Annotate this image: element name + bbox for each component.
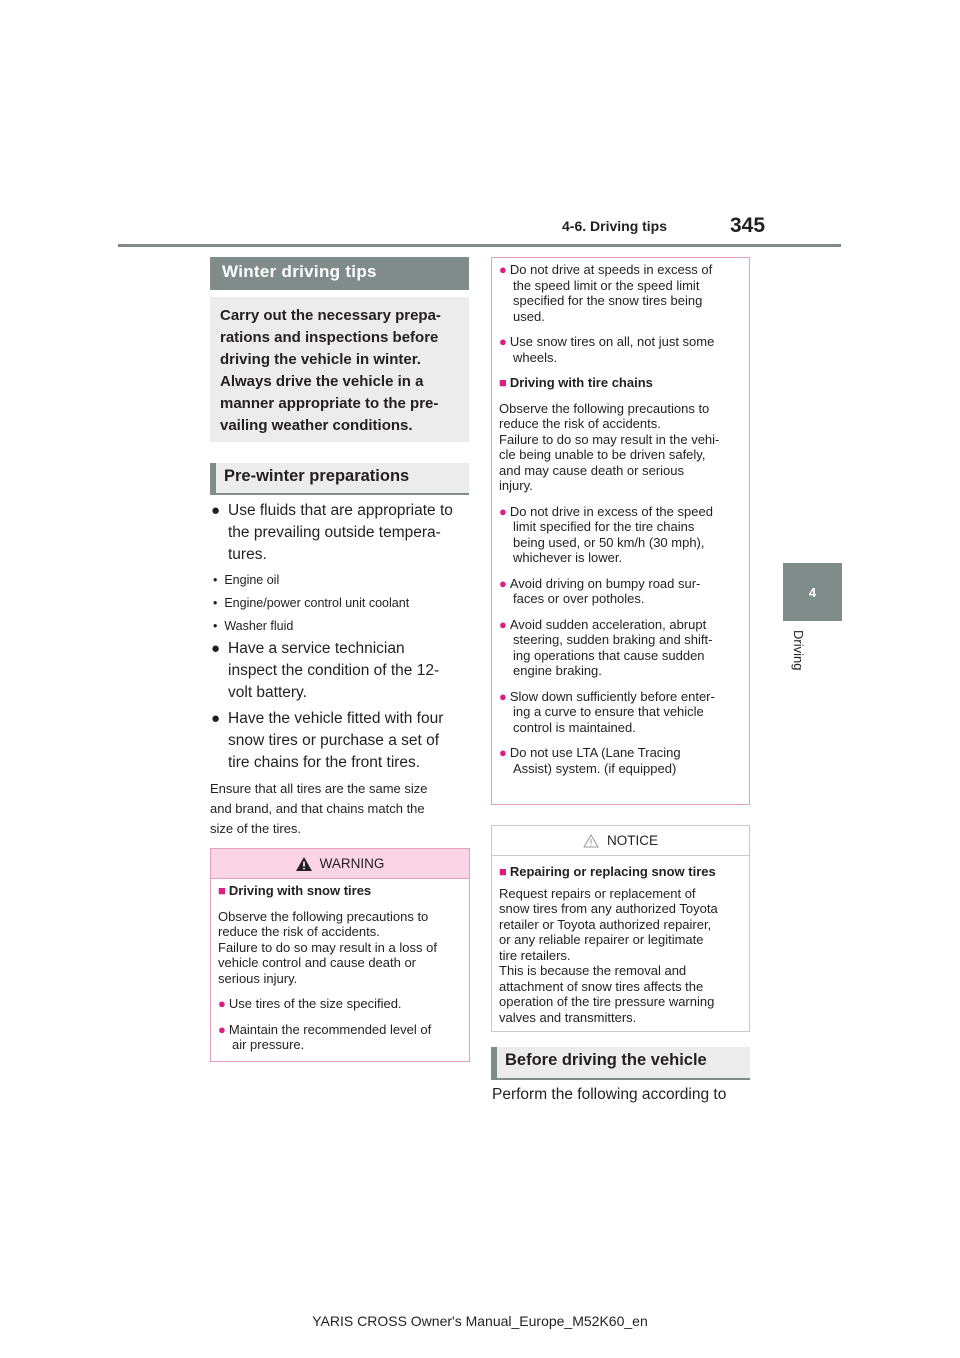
fluid-item: • Washer fluid: [213, 619, 294, 633]
dot-bullet-icon: ●: [499, 503, 507, 519]
chains-heading: ■ Driving with tire chains: [499, 375, 653, 390]
bullet-line: Have a service technician: [228, 640, 405, 657]
bullet-line: Have the vehicle fitted with four: [228, 710, 444, 727]
header-rule: [118, 244, 841, 247]
dot-bullet-icon: ●: [499, 334, 507, 349]
section-title: Winter driving tips: [210, 257, 469, 290]
tire-note: [210, 779, 472, 839]
warning-paragraph: Observe the following precautions to reduce the risk of accidents. Failure to do so may result in a loss of vehicle control and cause death or serious injury.: [218, 908, 437, 986]
square-bullet-icon: ■: [218, 883, 226, 898]
warning-heading: ■ Driving with snow tires: [218, 883, 372, 898]
dot-bullet-icon: ●: [218, 1021, 226, 1037]
intro-line: Carry out the necessary prepa-: [220, 307, 441, 324]
warning-item: ● Do not drive at speeds in excess of the speed limit or the speed limit specified for the snow tires being used.: [499, 262, 713, 324]
warning-header: [211, 849, 469, 879]
chains-item: ● Do not use LTA (Lane Tracing Assist) system. (if equipped): [499, 745, 681, 776]
intro-line: vailing weather conditions.: [220, 417, 413, 434]
notice-box: [491, 825, 750, 1032]
warning-box-snow-tires: [210, 848, 470, 1062]
chains-item: ● Avoid driving on bumpy road sur- faces or over potholes.: [499, 575, 701, 606]
body-text: Perform the following according to: [492, 1086, 727, 1103]
square-bullet-icon: ■: [499, 864, 507, 879]
section-label: 4-6. Driving tips: [562, 218, 668, 234]
note-line: Ensure that all tires are the same size: [210, 781, 428, 796]
dot-bullet-icon: ●: [499, 745, 507, 760]
dot-bullet-icon: ●: [499, 616, 507, 632]
intro-box: [210, 297, 469, 442]
warning-item: ● Maintain the recommended level of air pressure.: [218, 1021, 432, 1052]
subheading-pre-winter: Pre-winter preparations: [210, 463, 469, 495]
note-line: size of the tires.: [210, 821, 302, 836]
notice-heading: ■ Repairing or replacing snow tires: [499, 864, 716, 879]
bullet-line: the prevailing outside tempera-: [228, 524, 441, 541]
intro-line: Always drive the vehicle in a: [220, 373, 424, 390]
chains-paragraph: Observe the following precautions to reduce the risk of accidents. Failure to do so may result in the vehi- cle being unable to be driven safely, and may cause death or serious injury.: [499, 400, 720, 493]
bullet-dot-icon: ●: [211, 710, 221, 727]
subheading-before-driving: Before driving the vehicle: [491, 1047, 750, 1080]
dot-bullet-icon: ●: [499, 688, 507, 704]
warning-triangle-icon: [296, 857, 312, 871]
chapter-tab: 4: [783, 563, 842, 621]
intro-line: rations and inspections before: [220, 329, 439, 346]
intro-line: driving the vehicle in winter.: [220, 351, 421, 368]
bullet-line: tire chains for the front tires.: [228, 754, 421, 771]
bullet-battery: [211, 638, 473, 704]
fluid-item: • Engine/power control unit coolant: [213, 596, 410, 610]
notice-header: [492, 826, 749, 856]
page-footer: YARIS CROSS Owner's Manual_Europe_M52K60_en: [312, 1313, 648, 1329]
note-line: and brand, and that chains match the: [210, 801, 425, 816]
warning-box-continued: [491, 257, 750, 805]
intro-line: manner appropriate to the pre-: [220, 395, 439, 412]
notice-label: NOTICE: [606, 833, 658, 848]
chains-item: ● Avoid sudden acceleration, abrupt steering, sudden braking and shift- ing operations that cause sudden engine braking.: [499, 616, 713, 678]
chapter-tab-label: Driving: [791, 630, 806, 671]
bullet-dot-icon: ●: [211, 640, 221, 657]
page-number: 345: [730, 214, 766, 237]
dot-bullet-icon: ●: [218, 996, 226, 1011]
notice-paragraph: Request repairs or replacement of snow tires from any authorized Toyota retailer or Toyota authorized repairer, or any reliable repairer or legitimate tire retailers. This is because the removal and attachment of snow tires affects the operation of the tire pressure warning valves and transmitters.: [499, 885, 718, 1025]
warning-item: ● Use tires of the size specified.: [218, 996, 402, 1011]
caution-triangle-icon: [583, 834, 599, 848]
chains-item: ● Slow down sufficiently before enter- ing a curve to ensure that vehicle control is maintained.: [499, 688, 715, 735]
fluid-item: • Engine oil: [213, 573, 280, 587]
bullet-line: snow tires or purchase a set of: [228, 732, 440, 749]
bullet-line: tures.: [228, 546, 267, 563]
warning-label: WARNING: [319, 856, 385, 871]
dot-bullet-icon: ●: [499, 262, 507, 277]
bullet-fluids: [211, 500, 473, 566]
bullet-snow-tires: [211, 708, 473, 774]
bullet-line: volt battery.: [228, 684, 307, 701]
square-bullet-icon: ■: [499, 375, 507, 390]
chains-item: ● Do not drive in excess of the speed limit specified for the tire chains being used, or 50 km/h (30 mph), whichever is lower.: [499, 503, 713, 565]
warning-item: ● Use snow tires on all, not just some wheels.: [499, 334, 715, 365]
bullet-dot-icon: ●: [211, 502, 221, 519]
bullet-line: inspect the condition of the 12-: [228, 662, 440, 679]
dot-bullet-icon: ●: [499, 575, 507, 591]
bullet-line: Use fluids that are appropriate to: [228, 502, 453, 519]
